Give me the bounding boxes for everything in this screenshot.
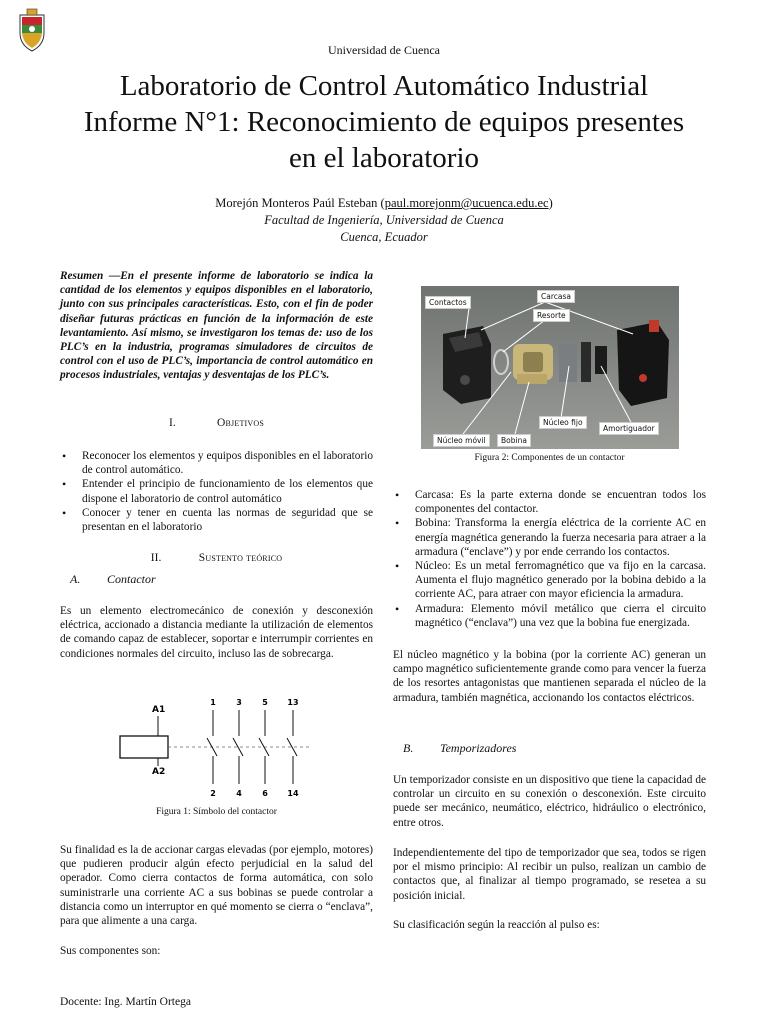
photo-label-bobina: Bobina [497, 434, 531, 447]
subsection-temporizadores-heading [403, 741, 703, 755]
section-number: I. [169, 417, 176, 429]
figure-1-caption: Figura 1: Símbolo del contactor [156, 807, 277, 817]
objectives-list [60, 449, 373, 534]
terminal-5: 5 [262, 698, 268, 707]
section-title: Sustento teórico [198, 552, 283, 564]
terminal-3: 3 [236, 698, 242, 707]
author-line [0, 195, 768, 212]
paragraph-contactor: Es un elemento electromecánico de conexión y desconexión eléctrica, accionado a distancia mediante la utilización de elementos de comando capaz de establecer, soportar e interrumpir corrientes en condiciones normales del circuito, incluso las de sobrecarga. [60, 605, 373, 660]
author-name: Morejón Monteros Paúl Esteban ( [215, 196, 385, 210]
components-list [393, 488, 706, 630]
author-block [0, 195, 768, 246]
terminal-13: 13 [287, 698, 299, 707]
subsection-letter: A. [70, 572, 81, 586]
photo-label-nucleo-fijo: Núcleo fijo [539, 416, 587, 429]
subsection-contactor-heading [70, 572, 370, 586]
photo-label-amortiguador: Amortiguador [599, 422, 659, 435]
subsection-title: Contactor [107, 572, 156, 586]
photo-label-carcasa: Carcasa [537, 290, 575, 303]
terminal-1: 1 [210, 698, 216, 707]
list-item: • Conocer y tener en cuenta las normas de seguridad que se presentan en el laboratorio [82, 506, 373, 534]
author-faculty: Facultad de Ingeniería, Universidad de Cuenca [264, 213, 504, 227]
contactor-components-photo [421, 286, 679, 449]
footer-docente: Docente: Ing. Martín Ortega [60, 996, 191, 1008]
abstract: Resumen —En el presente informe de laboratorio se indica la cantidad de los elementos y equipos disponibles en el laboratorio, junto con sus principales características. Esto, con el fin de poder diseñar futuras prácticas en función de la información de este levantamiento. Así mismo, se investigaron los temas de: uso de los PLC’s en la industria, programas simuladores de circuitos de control con el uso de PLC’s, importancia de control automático en procesos industriales, ventajas y desventajas de los PLC’s. [60, 270, 373, 382]
photo-label-resorte: Resorte [533, 309, 570, 322]
terminal-14: 14 [287, 789, 299, 798]
list-item: • Carcasa: Es la parte externa donde se encuentran todos los componentes del contactor. [415, 488, 706, 516]
section-number: II. [150, 552, 162, 564]
title-line-3: en el laboratorio [288, 142, 480, 174]
paragraph-finalidad: Su finalidad es la de accionar cargas elevadas (por ejemplo, motores) que pudieren producir algún efecto perjudicial en la salud del operador. Como cierra contactos de forma automática, con solo suministrarle una corriente AC a sus bobinas se puede controlar a distancia como un interruptor en qué momento se cierra o “enclava”, para que alimente a una carga. [60, 844, 373, 928]
paragraph-componentes: Sus componentes son: [60, 945, 161, 957]
page-title [40, 68, 728, 176]
author-location: Cuenca, Ecuador [340, 230, 428, 244]
photo-label-nucleo-movil: Núcleo móvil [433, 434, 490, 447]
subsection-title: Temporizadores [440, 741, 517, 755]
title-line-1: Laboratorio de Control Automático Industrial [119, 70, 649, 102]
terminal-6: 6 [262, 789, 268, 798]
paragraph-temporizador-1: Un temporizador consiste en un dispositivo que tiene la capacidad de controlar un circuito en su conexión o desconexión. Este circuito puede ser mecánico, neumático, eléctrico, hidráulico o electrónico, entre otros. [393, 774, 706, 829]
terminal-2: 2 [210, 789, 216, 798]
section-title: Objetivos [217, 417, 264, 429]
coil-rect [120, 736, 168, 758]
author-email-link[interactable]: paul.morejonm@ucuenca.edu.ec [384, 196, 549, 210]
list-item: • Reconocer los elementos y equipos disponibles en el laboratorio de control automático. [82, 449, 373, 477]
paragraph-nucleo: El núcleo magnético y la bobina (por la corriente AC) generan un campo magnético suficientemente grande como para vencer la fuerza de los resortes antagonistas que mantienen separada el núcleo de la armadura, también magnética, accionando los contactos eléctricos. [393, 649, 707, 704]
contactor-symbol-figure [110, 694, 320, 800]
title-line-2: Informe N°1: Reconocimiento de equipos presentes [83, 106, 685, 138]
paragraph-temporizador-2: Independientemente del tipo de temporizador que sea, todos se rigen por el mismo principio: Al recibir un pulso, realizan un cambio de contactos que, al finalizar al tiempo programado, se resetea a su posición inicial. [393, 847, 706, 902]
terminal-4: 4 [236, 789, 242, 798]
list-item: • Núcleo: Es un metal ferromagnético que va fijo en la carcasa. Aumenta el flujo magnético generado por la bobina debido a la corriente AC, para atraer con mayor eficiencia la armadura. [415, 559, 706, 602]
section-sustento-heading [60, 551, 373, 565]
list-item: • Armadura: Elemento móvil metálico que cierra el circuito magnético (“enclava”) una vez que la bobina fue energizada. [415, 602, 706, 630]
paragraph-temporizador-3: Su clasificación según la reacción al pulso es: [393, 919, 600, 931]
coil-terminal-a2: A2 [152, 767, 166, 777]
author-name-close: ) [548, 196, 553, 210]
section-objetivos-heading [60, 416, 373, 430]
figure-2-caption: Figura 2: Componentes de un contactor [474, 453, 625, 463]
subsection-letter: B. [403, 741, 414, 755]
university-name: Universidad de Cuenca [328, 43, 440, 57]
coil-terminal-a1: A1 [152, 705, 166, 715]
photo-label-contactos: Contactos [425, 296, 471, 309]
list-item: • Bobina: Transforma la energía eléctrica de la corriente AC en energía magnética generando la fuerza necesaria para atraer a la armadura (“enclave”) y por ende cerrando los contactos. [415, 516, 706, 559]
list-item: • Entender el principio de funcionamiento de los elementos que dispone el laboratorio de control automático [82, 477, 373, 505]
